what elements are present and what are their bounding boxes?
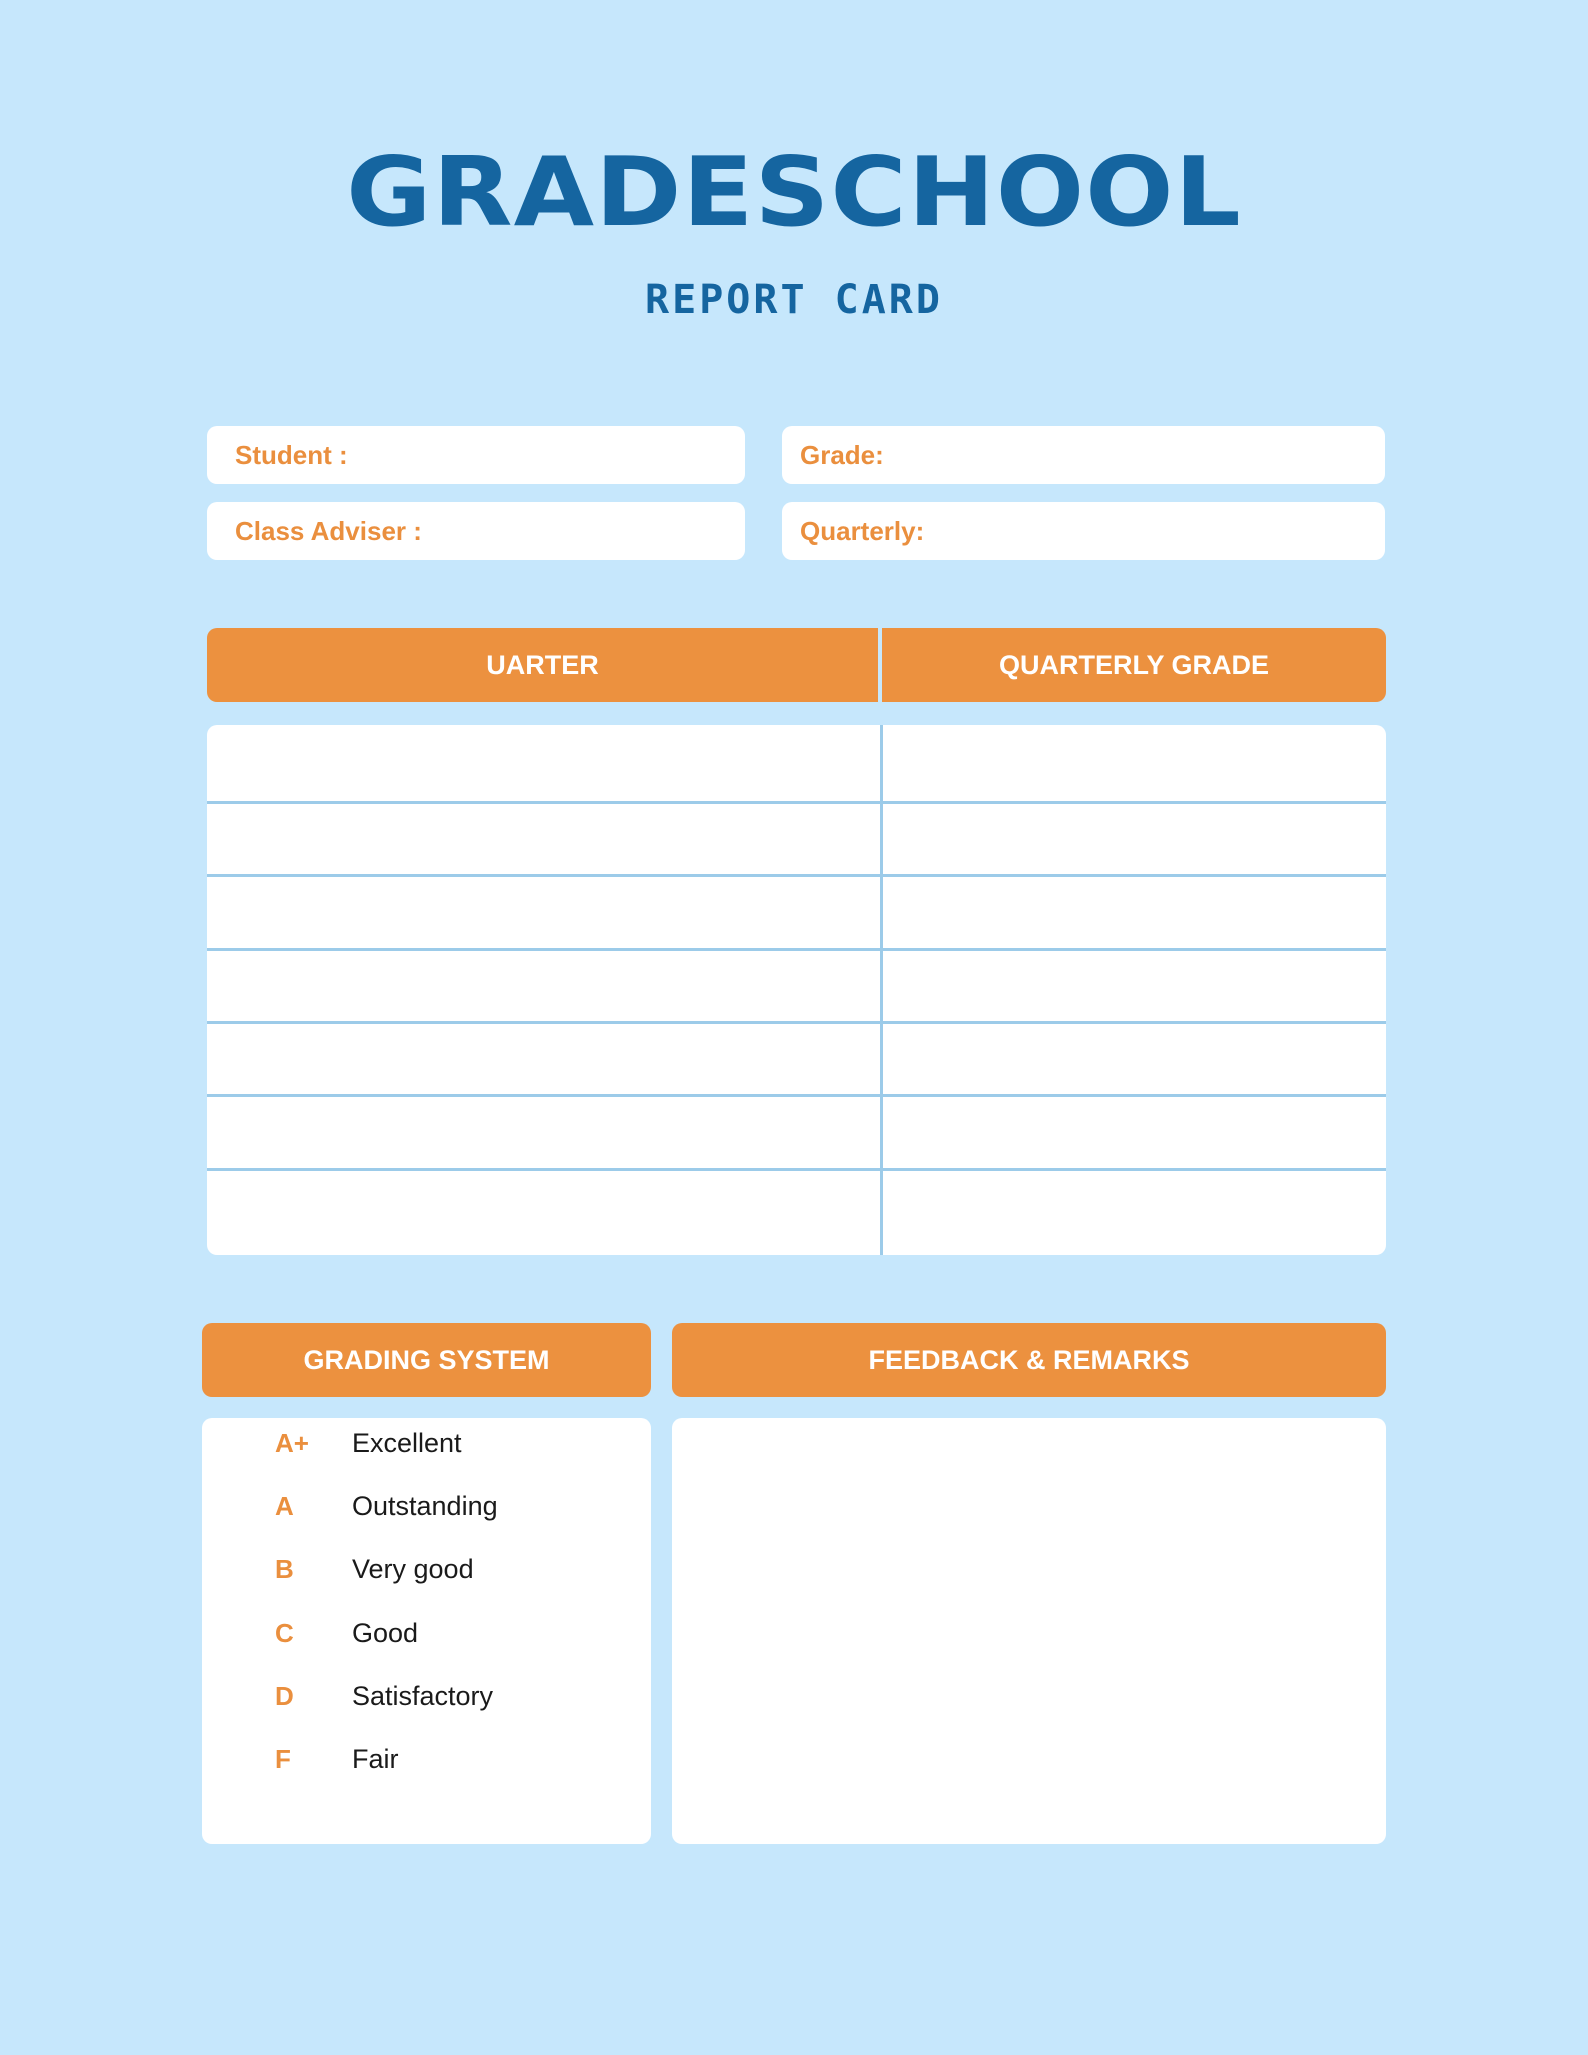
page-subtitle: REPORT CARD <box>645 277 943 323</box>
grade-letter: C <box>275 1617 294 1648</box>
column-divider <box>880 725 883 1255</box>
grade-field[interactable] <box>782 426 1385 484</box>
class-adviser-field[interactable] <box>207 502 745 560</box>
grade-letter: A <box>275 1490 294 1521</box>
row-divider <box>207 948 1386 951</box>
quarterly-label: Quarterly: <box>800 515 925 546</box>
list-item <box>202 1676 651 1716</box>
quarterly-field[interactable] <box>782 502 1385 560</box>
list-item <box>202 1613 651 1653</box>
page-title: GRADESCHOOL <box>346 135 1242 249</box>
feedback-heading: FEEDBACK & REMARKS <box>868 1344 1190 1375</box>
grade-description: Excellent <box>352 1427 462 1458</box>
grade-description: Very good <box>352 1553 474 1584</box>
row-divider <box>207 874 1386 877</box>
list-item <box>202 1486 651 1526</box>
student-label: Student : <box>235 439 348 470</box>
grade-label: Grade: <box>800 439 884 470</box>
grading-system-header <box>202 1323 651 1397</box>
grading-system-panel <box>202 1418 651 1844</box>
row-divider <box>207 1094 1386 1097</box>
row-divider <box>207 1168 1386 1171</box>
grade-letter: F <box>275 1743 291 1774</box>
student-field[interactable] <box>207 426 745 484</box>
grade-letter: D <box>275 1680 294 1711</box>
class-adviser-label: Class Adviser : <box>235 515 422 546</box>
quarterly-grade-header-label: QUARTERLY GRADE <box>998 649 1270 680</box>
grade-description: Fair <box>352 1743 399 1774</box>
quarter-header-label: UARTER <box>486 649 599 680</box>
grade-letter: A+ <box>275 1427 309 1458</box>
grade-description: Good <box>352 1617 419 1648</box>
grade-letter: B <box>275 1553 294 1584</box>
grading-system-heading: GRADING SYSTEM <box>303 1344 550 1375</box>
feedback-textarea[interactable] <box>672 1418 1386 1844</box>
feedback-header <box>672 1323 1386 1397</box>
grade-description: Satisfactory <box>352 1680 494 1711</box>
row-divider <box>207 801 1386 804</box>
list-item <box>202 1549 651 1589</box>
list-item <box>202 1423 651 1463</box>
list-item <box>202 1739 651 1779</box>
table-header-quarterly-grade <box>882 628 1386 702</box>
row-divider <box>207 1021 1386 1024</box>
grades-table <box>207 725 1386 1255</box>
grade-description: Outstanding <box>352 1490 498 1521</box>
table-header-quarter <box>207 628 878 702</box>
